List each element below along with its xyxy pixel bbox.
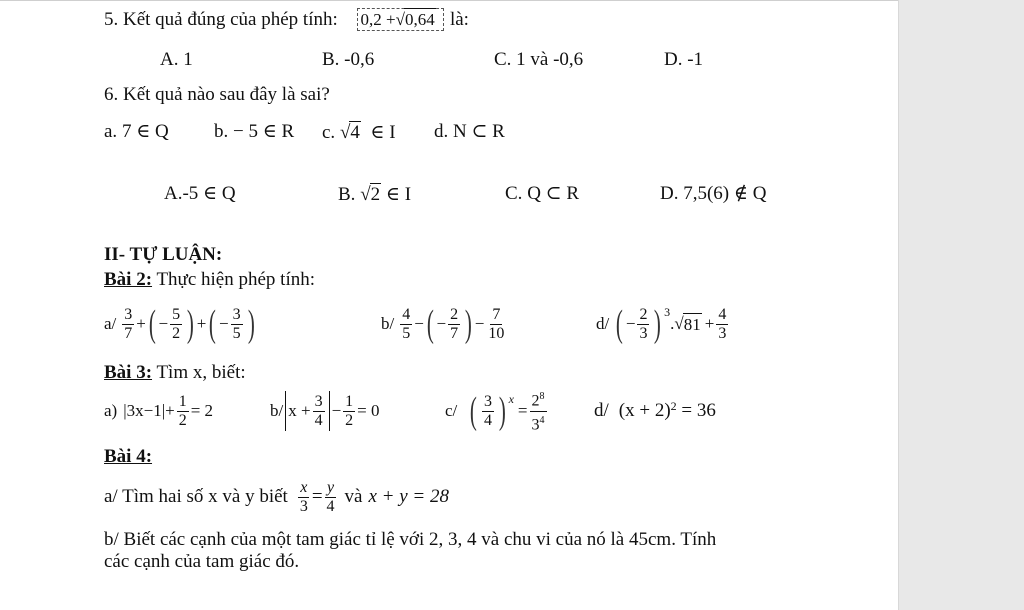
q6-opt-label: A. — [164, 183, 183, 204]
exponent: 3 — [664, 305, 671, 319]
exponent: 2 — [670, 399, 677, 413]
q5-expr-sqrt: 0,64 — [404, 10, 435, 29]
fraction — [343, 393, 355, 430]
fraction — [298, 479, 310, 516]
fraction — [313, 393, 325, 430]
exponent: 8 — [539, 391, 545, 403]
bai3-item-d — [594, 386, 716, 436]
numerator: 1 — [345, 392, 354, 410]
q6-item-label: b. — [214, 121, 229, 142]
denominator: 4 — [483, 411, 492, 429]
fraction — [530, 388, 547, 434]
paren-right: ) — [186, 303, 194, 345]
q6-item-sqrt: 4 — [350, 122, 360, 143]
q6-item-expr: 7 ∈ Q — [121, 121, 169, 142]
sqrt-icon: √ — [339, 122, 351, 143]
bai3-text: Tìm x, biết: — [152, 362, 246, 383]
bai4a-conj: và — [344, 486, 363, 507]
item-label: b/ — [270, 401, 284, 420]
sqrt-icon: √ — [395, 10, 405, 29]
fraction — [486, 306, 506, 343]
paren-left: ( — [148, 303, 156, 345]
denominator: 3 — [299, 497, 308, 515]
paren-right: ) — [247, 303, 255, 345]
exponent: 4 — [539, 414, 545, 426]
q6-item-b — [214, 121, 294, 143]
denominator: 4 — [326, 497, 335, 515]
denominator: 2 — [172, 324, 181, 342]
denominator-base: 3 — [531, 415, 540, 433]
bai2-heading — [104, 269, 315, 291]
fraction — [637, 306, 649, 343]
paren-right: ) — [464, 303, 472, 345]
numerator: 1 — [178, 392, 187, 410]
numerator: 4 — [402, 305, 411, 323]
numerator: 2 — [639, 305, 648, 323]
q6-opt-c — [505, 183, 579, 205]
fraction — [177, 393, 189, 430]
q5-expression[interactable] — [357, 8, 444, 31]
q6-item-expr: N ⊂ R — [453, 121, 505, 142]
item-label: a) — [104, 401, 118, 420]
q6-item-expr: ∈ I — [370, 122, 396, 143]
q6-item-label: a. — [104, 121, 118, 142]
denominator: 5 — [402, 324, 411, 342]
section-title: II- TỰ LUẬN: — [104, 244, 223, 265]
q6-item-label: c. — [322, 122, 336, 143]
paren-right: ) — [498, 390, 506, 432]
q6-item-label: d. — [434, 121, 449, 142]
numerator: 7 — [492, 305, 501, 323]
numerator: 4 — [718, 305, 727, 323]
bai3-item-b: b/ x + $\frac{3}{4}$ − $\frac{1}{2}$ = 0 — [270, 386, 380, 436]
bai3-label: Bài 3: — [104, 362, 153, 383]
q6-opt-label: C. — [505, 183, 523, 204]
abs-bar — [285, 391, 286, 431]
numerator: 5 — [172, 305, 181, 323]
q5-opt-d: D. -1 — [664, 49, 704, 70]
numerator: 3 — [314, 392, 323, 410]
equation-rhs: = 2 — [190, 401, 214, 420]
numerator: y — [326, 478, 335, 496]
fraction — [170, 306, 182, 343]
denominator: 3 — [639, 324, 648, 342]
item-label: b/ — [381, 314, 395, 333]
bai3-heading — [104, 362, 246, 384]
bai4a-text: a/ Tìm hai số x và y biết — [104, 486, 288, 507]
bai2-text: Thực hiện phép tính: — [152, 269, 316, 290]
bai2-label: Bài 2: — [104, 269, 153, 290]
paren-left: ( — [426, 303, 434, 345]
denominator — [530, 412, 547, 434]
numerator: 3 — [483, 392, 492, 410]
bai4-label: Bài 4: — [104, 446, 153, 467]
bai2-item-d: d/ ( − $\frac{2}{3}$ ) 3 . √ 81 + $\frac{4}{3}$ — [596, 303, 727, 345]
q6-opt-d — [660, 183, 766, 205]
fraction — [231, 306, 243, 343]
abs-expr: x + — [288, 401, 311, 420]
q6-opt-expr: 7,5(6) ∉ Q — [683, 183, 767, 204]
paren-left: ( — [616, 303, 624, 345]
sqrt-icon: √ — [674, 314, 684, 333]
abs-bar — [329, 391, 330, 431]
numerator-base: 2 — [531, 392, 540, 410]
item-label: d/ — [596, 314, 610, 333]
q6-opt-a — [164, 183, 236, 205]
denominator: 2 — [178, 411, 187, 429]
fraction — [325, 479, 337, 516]
q5-expr-a: 0,2 + — [360, 10, 396, 29]
q6-item-expr: − 5 ∈ R — [233, 121, 295, 142]
fraction — [122, 306, 134, 343]
denominator: 10 — [488, 324, 505, 342]
paren-left: ( — [209, 303, 217, 345]
q6-opt-expr: -5 ∈ Q — [182, 183, 236, 204]
bai4b-line2: các cạnh của tam giác đó. — [104, 551, 300, 572]
bai4b-line1: b/ Biết các cạnh của một tam giác tỉ lệ với 2, 3, 4 và chu vi của nó là 45cm. Tính — [104, 529, 717, 550]
q6-opt-label: B. — [338, 184, 356, 205]
denominator: 7 — [124, 324, 133, 342]
fraction — [400, 306, 412, 343]
q6-title: 6. Kết quả nào sau đây là sai? — [104, 84, 330, 105]
q6-opt-b — [338, 183, 411, 206]
fraction — [482, 393, 494, 430]
paren-left: ( — [470, 390, 478, 432]
fraction — [716, 306, 728, 343]
bai3-item-c: c/ ( $\frac{3}{4}$ ) x = $\frac{2^8}{3^4}$ — [445, 390, 545, 433]
page-top-border — [0, 0, 898, 1]
denominator: 2 — [345, 411, 354, 429]
item-label: c/ — [445, 401, 458, 420]
numerator: 3 — [232, 305, 241, 323]
numerator — [530, 388, 547, 411]
bai3-item-a: a) | 3x−1 | + $\frac{1}{2}$ = 2 — [104, 392, 214, 429]
q5-opt-a: A. 1 — [160, 49, 193, 70]
bai2-item-a: a/ $\frac{3}{7}$ + ( − $\frac{5}{2}$ ) + ( − $\frac{3}{5}$ ) — [104, 303, 255, 345]
q5-suffix: là: — [449, 9, 469, 30]
item-label: d/ — [594, 400, 609, 421]
q6-item-a — [104, 121, 169, 143]
fraction — [448, 306, 460, 343]
denominator: 3 — [718, 324, 727, 342]
q5-opt-c: C. 1 và -0,6 — [494, 49, 584, 70]
paren-right: ) — [654, 303, 662, 345]
q6-item-c — [322, 121, 396, 144]
q6-opt-sqrt: 2 — [370, 184, 381, 205]
exponent: x — [508, 392, 514, 406]
bai4a-sum: x + y = 28 — [368, 486, 449, 507]
numerator: 2 — [450, 305, 459, 323]
q5-title: 5. Kết quả đúng của phép tính: — [104, 9, 338, 30]
q6-opt-label: D. — [660, 183, 679, 204]
sqrt-value: 81 — [683, 314, 701, 334]
q6-opt-expr: ∈ I — [385, 184, 412, 205]
denominator: 5 — [232, 324, 241, 342]
bai4-item-a: a/ Tìm hai số x và y biết $\frac{x}{3}$ = $\frac{y}{4}$ và x + y = 28 — [104, 478, 449, 515]
window-gutter — [898, 0, 1024, 610]
q5-line — [104, 8, 469, 31]
equation-rhs: = 36 — [676, 400, 716, 421]
q6-opt-expr: Q ⊂ R — [527, 183, 580, 204]
numerator: x — [300, 478, 308, 496]
equation-rhs: = 0 — [357, 401, 380, 420]
item-label: a/ — [104, 314, 117, 333]
numerator: 3 — [124, 305, 133, 323]
bai2-item-b: b/ $\frac{4}{5}$ − ( − $\frac{2}{7}$ ) − $\frac{7}{10}$ — [381, 303, 505, 345]
expr: (x + 2) — [618, 400, 671, 421]
denominator: 4 — [314, 411, 323, 429]
denominator: 7 — [450, 324, 459, 342]
q5-opt-b: B. -0,6 — [322, 49, 375, 70]
sqrt-icon: √ — [360, 184, 371, 205]
abs-expr: 3x−1 — [126, 401, 162, 420]
q6-item-d — [434, 121, 505, 143]
